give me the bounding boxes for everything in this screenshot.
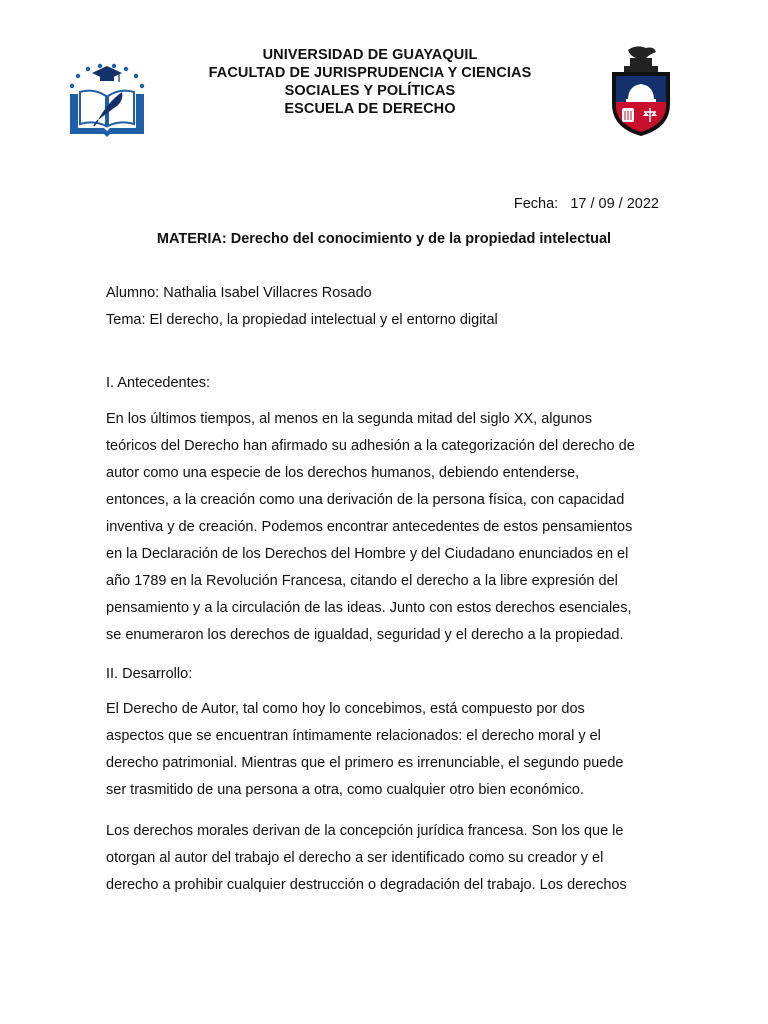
paragraph-line: aspectos que se encuentran íntimamente relacionados: el derecho moral y el — [106, 728, 601, 744]
date-value: 17 / 09 / 2022 — [570, 196, 659, 212]
date-label: Fecha: — [513, 196, 559, 212]
faculty-name-continued: SOCIALES Y POLÍTICAS — [284, 83, 456, 99]
subject-title: MATERIA: Derecho del conocimiento y de la propiedad intelectual — [156, 231, 612, 247]
paragraph-antecedentes — [106, 406, 666, 649]
paragraph-line: derecho patrimonial. Mientras que el primero es irrenunciable, el segundo puede — [106, 755, 624, 771]
paragraph-line: otorgan al autor del trabajo el derecho a ser identificado como su creador y el — [106, 850, 604, 866]
paragraph-line: derecho a prohibir cualquier destrucción o degradación del trabajo. Los derechos — [106, 877, 627, 893]
paragraph-line: ser trasmitido de una persona a otra, como cualquier otro bien económico. — [106, 782, 584, 798]
paragraph-line: en la Declaración de los Derechos del Hombre y del Ciudadano enunciados en el — [106, 546, 629, 562]
student-name: Alumno: Nathalia Isabel Villacres Rosado — [106, 285, 372, 301]
paragraph-line: teóricos del Derecho han afirmado su adhesión a la categorización del derecho de — [106, 438, 635, 454]
faculty-name: FACULTAD DE JURISPRUDENCIA Y CIENCIAS — [208, 65, 532, 81]
paragraph-line: El Derecho de Autor, tal como hoy lo concebimos, está compuesto por dos — [106, 701, 585, 717]
section-heading-desarrollo: II. Desarrollo: — [106, 666, 193, 682]
paragraph-derechos-morales — [106, 818, 666, 899]
paragraph-derecho-de-autor — [106, 696, 666, 804]
document-body — [106, 0, 666, 1024]
school-name: ESCUELA DE DERECHO — [284, 101, 456, 117]
paragraph-line: inventiva y de creación. Podemos encontrar antecedentes de estos pensamientos — [106, 519, 633, 535]
paragraph-line: En los últimos tiempos, al menos en la segunda mitad del siglo XX, algunos — [106, 411, 593, 427]
paragraph-line: año 1789 en la Revolución Francesa, citando el derecho a la libre expresión del — [106, 573, 618, 589]
topic-line: Tema: El derecho, la propiedad intelectual y el entorno digital — [106, 312, 498, 328]
paragraph-line: se enumeraron los derechos de igualdad, seguridad y el derecho a la propiedad. — [106, 627, 624, 643]
paragraph-line: autor como una especie de los derechos humanos, debiendo entenderse, — [106, 465, 580, 481]
paragraph-line: pensamiento y a la circulación de las ideas. Junto con estos derechos esenciales, — [106, 600, 632, 616]
paragraph-line: Los derechos morales derivan de la concepción jurídica francesa. Son los que le — [106, 823, 624, 839]
section-heading-antecedentes: I. Antecedentes: — [106, 375, 210, 391]
paragraph-line: entonces, a la creación como una derivación de la persona física, con capacidad — [106, 492, 625, 508]
university-name: UNIVERSIDAD DE GUAYAQUIL — [262, 47, 478, 63]
